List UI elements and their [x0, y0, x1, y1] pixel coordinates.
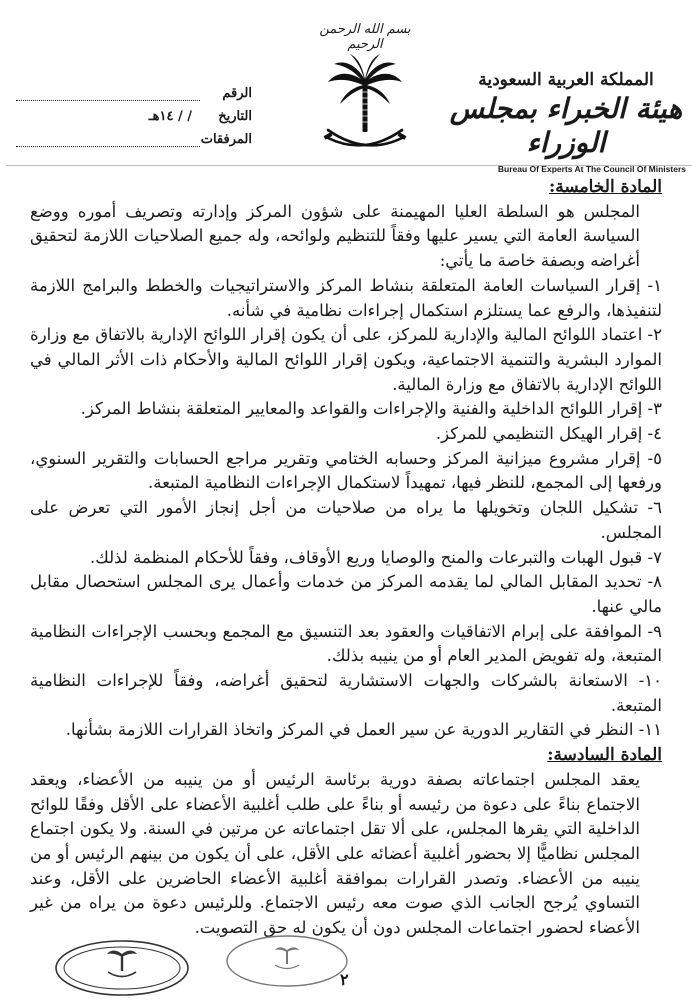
article-6-text: يعقد المجلس اجتماعاته بصفة دورية برئاسة الرئيس أو من ينيبه من الأعضاء، ويعقد الاجتماع بناءً على دعوة من رئيسه أو بناءً على طلب أغلبية الأعضاء على الأقل وفقًا للوائح الداخلية التي يقرها المجلس، على ألا تقل اجتماعاته عن مرتين في السنة. ولا يكون اجتماع المجلس نظاميًّا إلا بحضور أغلبية أعضائه على الأقل، على أن يكون من بينهم الرئيس أو من ينيبه من الأعضاء. وتصدر القرارات بموافقة أغلبية الأعضاء الحاضرين على الأقل، وعند التساوي يُرجح الجانب الذي صوت معه رئيس الاجتماع. وللرئيس دعوة من يراه من غير الأعضاء لحضور اجتماعات المجلس دون أن يكون له حق التصويت.	[30, 769, 640, 938]
article-5-item-6: ٦- تشكيل اللجان وتخويلها ما يراه من صلاحيات من أجل إنجاز الأمور التي تعرض على المجلس.	[30, 498, 662, 542]
bureau-name-en: Bureau Of Experts At The Council Of Ministers	[497, 164, 686, 174]
article-5-item-3: ٣- إقرار اللوائح الداخلية والفنية والإجراءات والقواعد والمعايير المتعلقة بنشاط المركز.	[80, 399, 662, 419]
date-value: / / ١٤هـ	[148, 109, 192, 124]
article-5-title: المادة الخامسة:	[548, 177, 662, 197]
article-6-title: المادة السادسة:	[547, 745, 662, 766]
article-5-intro: المجلس هو السلطة العليا المهيمنة على شؤون المركز وإدارته وتصريف أموره ووضع السياسة العامة التي يسير عليها وفقاً للتنظيم ولوائحه، وله جميع الصلاحيات اللازمة لتحقيق أغراضه وبصفة خاصة ما يأتي:	[30, 201, 640, 271]
palm-swords-emblem-icon	[320, 52, 410, 157]
date-label: التاريخ	[218, 109, 252, 124]
bureau-name: هيئة الخبراء بمجلس الوزراء	[449, 92, 683, 159]
article-5-item-2: ٢- اعتماد اللوائح المالية والإدارية للمركز، على أن يكون إقرار اللوائح الإدارية بالاتفاق مع وزارة الموارد البشرية والتنمية الاجتماعية، ويكون إقرار اللوائح المالية والأحكام ذات الأثر المالي في اللوائح الإدارية بالاتفاق مع وزارة المالية.	[30, 325, 662, 394]
ref-number-line	[16, 86, 200, 101]
article-5-item-4: ٤- إقرار الهيكل التنظيمي للمركز.	[435, 424, 662, 444]
emblem	[310, 22, 420, 152]
ref-number-label: الرقم	[222, 86, 252, 101]
article-5-item-1: ١- إقرار السياسات العامة المتعلقة بنشاط المركز والاستراتيجيات والخطط والبرامج اللازمة لتنفيذها، والرفع عما يستلزم استكمال إجراءات نظامية في شأنه.	[30, 275, 662, 320]
basmala: بسم الله الرحمن الرحيم	[319, 22, 411, 52]
page-number: ٢	[340, 970, 349, 989]
bureau-seal-icon	[52, 938, 192, 998]
attachments-line	[16, 132, 200, 147]
header-divider	[6, 165, 692, 166]
date-row	[12, 101, 252, 124]
ministry-stamp-icon	[222, 932, 352, 990]
ref-number-row	[12, 78, 252, 101]
article-5-item-5: ٥- إقرار مشروع ميزانية المركز وحسابه الختامي وتقرير مراجع الحسابات والتقرير السنوي، ورفعها إلى المجمع، للنظر فيها، تمهيداً لاستكمال الإجراءات النظامية المتبعة.	[30, 448, 662, 493]
article-5-item-9: ٩- الموافقة على إبرام الاتفاقيات والعقود بعد التنسيق مع المجمع وبحسب الإجراءات النظامية المتبعة، وله تفويض المدير العام أو من ينيبه بذلك.	[30, 621, 662, 666]
organization-header	[446, 70, 686, 174]
article-5-item-8: ٨- تحديد المقابل المالي لما يقدمه المركز من خدمات وأعمال يرى المجلس استحصال مقابل مالي عنها.	[30, 572, 662, 616]
kingdom-name: المملكة العربية السعودية	[478, 70, 654, 90]
document-body	[30, 175, 662, 941]
reference-fields	[12, 78, 252, 147]
attachments-label: المرفقات	[200, 132, 252, 147]
attachments-row	[12, 124, 252, 147]
article-5-item-7: ٧- قبول الهبات والتبرعات والمنح والوصايا وريع الأوقاف، وفقاً للأحكام المنظمة لذلك.	[89, 547, 662, 567]
article-5-item-10: ١٠- الاستعانة بالشركات والجهات الاستشارية لتحقيق أغراضه، وفقاً للإجراءات النظامية المتبعة.	[30, 671, 662, 715]
article-5-item-11: ١١- النظر في التقارير الدورية عن سير العمل في المركز واتخاذ القرارات اللازمة بشأنها.	[65, 720, 662, 740]
